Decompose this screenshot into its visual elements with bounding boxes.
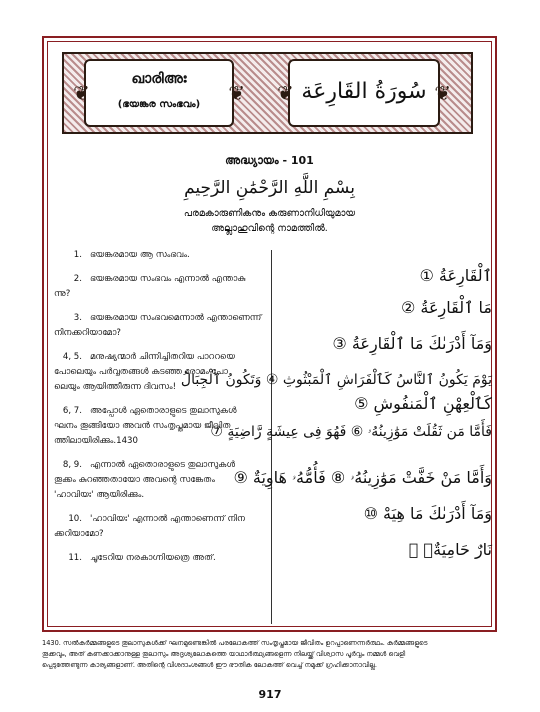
- verse-text: അപ്പോൾ ഏതൊരാളുടെ തുലാസുകൾ: [90, 406, 237, 416]
- verse-number: 2.: [73, 274, 82, 284]
- verse-translation: [54, 311, 264, 341]
- surah-header-band: [62, 52, 473, 134]
- right-ornament-icon: ❦: [434, 81, 451, 105]
- malayalam-translation-column: [54, 248, 264, 575]
- verse-text: ഭയങ്കരമായ സംഭവമെന്നാൽ എന്താണെന്ന്: [90, 313, 262, 323]
- verse-text: പോലെയും പർവ്വതങ്ങൾ കടഞ്ഞ രോമം പോ: [54, 367, 228, 377]
- verse-text: 'ഹാവിയഃ' ആയിരിക്കും.: [54, 490, 145, 500]
- chapter-label: അദ്ധ്യായം - 101: [225, 154, 314, 167]
- verse-text: 'ഹാവിയഃ' എന്നാൽ എന്താണെന്ന് നിന: [90, 514, 245, 524]
- verse-text: ചൂടേറിയ നരകാഗ്നിയത്രെ അത്.: [90, 553, 216, 563]
- arabic-verse: وَأَمَّا مَنْ خَفَّتْ مَوَٰزِينُهُۥ ⑧ فَأُمُّهُۥ هَاوِيَةٌ ⑨: [233, 468, 492, 487]
- footnote-line: 1430. സൽകർമ്മങ്ങളുടെ തൂലാസുകൾക്ക് ഘനമുണ്ടെങ്കിൽ പരലോകത്ത് സംതൃപ്തമായ ജീവിതം ഉറപ്പാണെന്നർത്ഥം. കർമ്മങ്ങളുടെ: [42, 639, 428, 647]
- verse-number: 1.: [73, 250, 82, 260]
- footnote: [42, 638, 497, 671]
- footnote-line: പ്പെടുത്തേണ്ടുന്ന കാര്യങ്ങളാണ്. അതിന്റെ വിശദാംശങ്ങൾ ഈ ഭൗതിക ലോകത്ത് വെച്ച് നമുക്ക് ഗ്രഹിക്കാനാവില്ല.: [42, 661, 377, 669]
- verse-text: ന്നു?: [54, 289, 71, 299]
- arabic-verse: نَارٌ حَامِيَةٌۢ ⑪: [408, 540, 492, 559]
- verse-text: തൂക്കം കുറഞ്ഞതായോ അവന്റെ സങ്കേതം: [54, 475, 215, 485]
- left-ornament-icon: ❦: [277, 81, 294, 105]
- verse-translation: [54, 551, 264, 566]
- arabic-title-cartouche: [277, 59, 451, 127]
- verse-number: 10.: [68, 514, 82, 524]
- verse-translation: [54, 248, 264, 263]
- arabic-verse: كَٱلْعِهْنِ ٱلْمَنفُوشِ ⑤: [354, 394, 492, 413]
- verse-text: എന്നാൽ ഏതൊരാളുടെ തുലാസുകൾ: [90, 460, 236, 470]
- basmala-arabic: بِسْمِ اللَّهِ الرَّحْمَٰنِ الرَّحِيمِ: [184, 178, 355, 198]
- malayalam-title-cartouche: [73, 59, 245, 127]
- right-ornament-icon: ❦: [228, 81, 245, 105]
- verse-text: ലെയും ആയിത്തീരുന്ന ദിവസം!: [54, 382, 177, 392]
- verse-number: 4, 5.: [62, 352, 82, 362]
- page-frame: [42, 36, 497, 632]
- surah-name-arabic: سُورَةُ القَارِعَة: [301, 79, 427, 104]
- verse-text: ക്കറിയാമോ?: [54, 529, 104, 539]
- arabic-verse: مَا ٱلْقَارِعَةُ ②: [400, 298, 492, 317]
- basmala-translation: [44, 206, 495, 236]
- basmala-translation-line: പരമകാരുണികനും കരുണാനിധിയുമായ: [183, 208, 356, 219]
- verse-number: 8, 9.: [62, 460, 82, 470]
- left-ornament-icon: ❦: [73, 81, 90, 105]
- surah-name-malayalam: ഖാരിഅഃ: [131, 71, 187, 87]
- verse-text: ത്തിലായിരിക്കും.1430: [54, 436, 138, 446]
- verse-number: 11.: [68, 553, 82, 563]
- verse-text: ഭയങ്കരമായ ആ സംഭവം.: [90, 250, 190, 260]
- verse-text: ഭയങ്കരമായ സംഭവം എന്നാൽ എന്താകു: [90, 274, 246, 284]
- verse-number: 6, 7.: [62, 406, 82, 416]
- verse-translation: [54, 512, 264, 542]
- arabic-verse: فَأَمَّا مَن ثَقُلَتْ مَوَٰزِينُهُۥ ⑥ فَهُوَ فِى عِيشَةٍ رَّاضِيَةٍ ⑦: [210, 424, 492, 440]
- verse-text: മനുഷ്യന്മാർ ചിന്നിച്ചിതറിയ പാററയെ: [90, 352, 235, 362]
- verse-number: 3.: [73, 313, 82, 323]
- verse-text: ഘനം തൂങ്ങിയോ അവൻ സംതൃപ്തമായ ജീവിത: [54, 421, 231, 431]
- arabic-verse: وَمَآ أَدْرَىٰكَ مَا ٱلْقَارِعَةُ ③: [332, 334, 492, 353]
- arabic-verse: وَمَآ أَدْرَىٰكَ مَا هِيَهْ ⑩: [363, 504, 492, 523]
- basmala-translation-line: അല്ലാഹുവിന്റെ നാമത്തിൽ.: [211, 223, 328, 234]
- arabic-verse: ٱلْقَارِعَةُ ①: [419, 266, 492, 285]
- verse-text: നിനക്കറിയാമോ?: [54, 328, 121, 338]
- footnote-line: തൂക്കവും, അത് കണക്കാക്കാനുള്ള തുലാസും അദൃശ്യലോകത്തെ യാഥാർത്ഥ്യങ്ങളെന്ന നിലയ്ക്ക് വിശ്വാസ പൂർവ്വം നമ്മൾ വെളി: [42, 650, 406, 658]
- verse-translation: [54, 272, 264, 302]
- page-number: 917: [258, 688, 282, 701]
- arabic-verse: يَوْمَ يَكُونُ ٱلنَّاسُ كَٱلْفَرَاشِ ٱلْمَبْثُوثِ ④ وَتَكُونُ ٱلْجِبَالُ: [180, 372, 492, 388]
- surah-meaning-malayalam: (ഭയങ്കര സംഭവം): [117, 99, 201, 110]
